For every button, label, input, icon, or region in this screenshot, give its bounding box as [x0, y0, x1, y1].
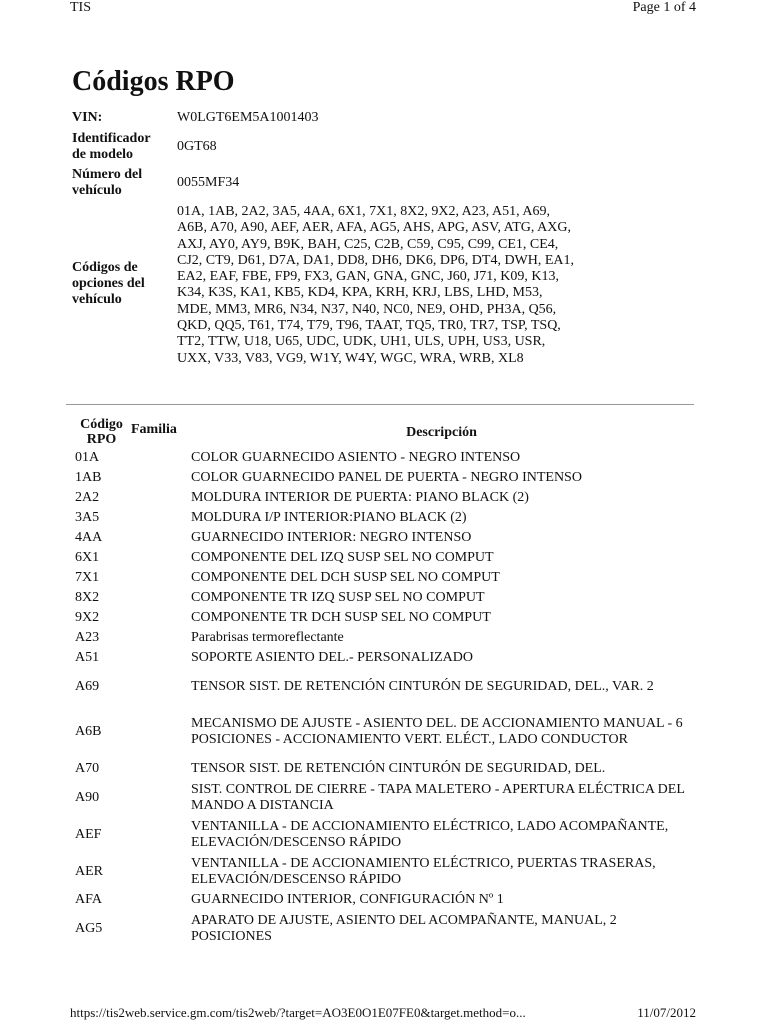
vin-row: [72, 107, 672, 129]
table-row: [72, 910, 692, 947]
rpo-description: COMPONENTE DEL DCH SUSP SEL NO COMPUT: [191, 570, 500, 585]
vehicle-number-value: 0055MF34: [177, 174, 240, 190]
rpo-code: AG5: [75, 920, 103, 936]
rpo-code: 01A: [75, 450, 100, 465]
rpo-description: COMPONENTE TR IZQ SUSP SEL NO COMPUT: [191, 590, 485, 605]
rpo-code: A70: [75, 761, 100, 776]
table-header-row: [72, 416, 692, 448]
rpo-code: 2A2: [75, 490, 100, 505]
table-row: [72, 568, 692, 588]
rpo-code: 6X1: [75, 550, 100, 565]
model-id-label: [72, 129, 177, 165]
option-codes-label-line2: opciones del: [72, 276, 145, 292]
table-row: [72, 588, 692, 608]
table-row: [72, 468, 692, 488]
option-codes-label: [72, 201, 177, 368]
option-codes-label-line1: Códigos de: [72, 260, 138, 276]
vehicle-info-table: [72, 107, 672, 368]
page-number: Page 1 of 4: [632, 0, 696, 15]
column-header-description: Descripción: [406, 424, 477, 440]
vehicle-number-label-line2: vehículo: [72, 183, 122, 198]
rpo-description: GUARNECIDO INTERIOR: NEGRO INTENSO: [191, 530, 472, 545]
rpo-description: Parabrisas termoreflectante: [191, 630, 344, 645]
model-id-value: 0GT68: [177, 138, 217, 154]
rpo-codes-table: [72, 416, 692, 947]
header-left-label: TIS: [70, 0, 91, 15]
table-row: [72, 648, 692, 668]
rpo-code: 8X2: [75, 590, 100, 605]
model-id-label-line1: Identificador: [72, 131, 151, 146]
table-row: [72, 488, 692, 508]
rpo-code: AFA: [75, 892, 102, 907]
table-row: [72, 853, 692, 890]
table-row: [72, 508, 692, 528]
table-row: [72, 548, 692, 568]
option-codes-list: 01A, 1AB, 2A2, 3A5, 4AA, 6X1, 7X1, 8X2, 9X2, A23, A51, A69, A6B, A70, A90, AEF, AER, AFA, AG5, AHS, APG, ASV, ATG, AXG, AXJ, AY0, AY9, B9K, BAH, C25, C2B, C59, C95, C99, CE1, CE4, CJ2, CT9, D61, D7A, DA1, DD8, DH6, DK6, DP6, DT4, DWH, EA1, EA2, EAF, FBE, FP9, FX3, GAN, GNA, GNC, J60, J71, K09, K13, K34, K3S, KA1, KB5, KD4, KPA, KRH, KRJ, LBS, LHD, M53, MDE, MM3, MR6, N34, N37, N40, NC0, NE9, OHD, PH3A, Q56, QKD, QQ5, T61, T74, T79, T96, TAAT, TQ5, TR0, TR7, TSP, TSQ, TT2, TTW, U18, U65, UDC, UDK, UH1, ULS, UPH, US3, USR, UXX, V33, V83, VG9, W1Y, W4Y, WGC, WRA, WRB, XL8: [177, 204, 575, 366]
vin-label: VIN:: [72, 110, 103, 125]
rpo-code: 4AA: [75, 530, 103, 545]
rpo-description: SIST. CONTROL DE CIERRE - TAPA MALETERO - APERTURA ELÉCTRICA DEL MANDO A DISTANCIA: [191, 781, 685, 813]
table-row: [72, 628, 692, 648]
rpo-code: AEF: [75, 826, 102, 842]
footer-date: 11/07/2012: [637, 1005, 696, 1020]
rpo-description: APARATO DE AJUSTE, ASIENTO DEL ACOMPAÑANTE, MANUAL, 2 POSICIONES: [191, 912, 617, 944]
table-row: [72, 816, 692, 853]
table-row: [72, 779, 692, 816]
section-divider: [66, 404, 694, 405]
table-row: [72, 890, 692, 910]
column-header-rpo-code-line1: Código: [80, 417, 123, 432]
vehicle-number-row: [72, 165, 672, 201]
model-id-label-line2: de modelo: [72, 147, 134, 162]
table-row: [72, 528, 692, 548]
rpo-description: COMPONENTE DEL IZQ SUSP SEL NO COMPUT: [191, 550, 494, 565]
rpo-description: COMPONENTE TR DCH SUSP SEL NO COMPUT: [191, 610, 491, 625]
option-codes-row: [72, 201, 672, 368]
rpo-description: GUARNECIDO INTERIOR, CONFIGURACIÓN Nº 1: [191, 892, 504, 907]
rpo-description: COLOR GUARNECIDO PANEL DE PUERTA - NEGRO INTENSO: [191, 470, 582, 485]
column-header-family: Familia: [131, 422, 177, 437]
rpo-description: MECANISMO DE AJUSTE - ASIENTO DEL. DE ACCIONAMIENTO MANUAL - 6 POSICIONES - ACCIONAMIENTO VERT. ELÉCT., LADO CONDUCTOR: [191, 716, 683, 747]
rpo-code: A6B: [75, 724, 102, 739]
rpo-description: TENSOR SIST. DE RETENCIÓN CINTURÓN DE SEGURIDAD, DEL.: [191, 761, 606, 776]
page-title: Códigos RPO: [72, 66, 235, 97]
rpo-code: A69: [75, 678, 100, 694]
rpo-description: MOLDURA INTERIOR DE PUERTA: PIANO BLACK (2): [191, 490, 529, 505]
rpo-description: TENSOR SIST. DE RETENCIÓN CINTURÓN DE SEGURIDAD, DEL., VAR. 2: [191, 678, 654, 694]
rpo-description: MOLDURA I/P INTERIOR:PIANO BLACK (2): [191, 510, 467, 525]
rpo-code: A51: [75, 650, 100, 665]
rpo-code: 3A5: [75, 510, 100, 525]
rpo-code: AER: [75, 863, 103, 879]
vin-value: W0LGT6EM5A1001403: [177, 109, 319, 125]
footer-url: https://tis2web.service.gm.com/tis2web/?target=AO3E0O1E07FE0&target.method=o...: [70, 1005, 526, 1020]
rpo-description: COLOR GUARNECIDO ASIENTO - NEGRO INTENSO: [191, 450, 521, 465]
vehicle-number-label: [72, 165, 177, 201]
column-header-rpo-code-line2: RPO: [86, 432, 117, 447]
table-row: [72, 705, 692, 759]
rpo-code: 9X2: [75, 610, 100, 625]
table-row: [72, 668, 692, 705]
rpo-code: A90: [75, 789, 100, 805]
rpo-description: VENTANILLA - DE ACCIONAMIENTO ELÉCTRICO, LADO ACOMPAÑANTE, ELEVACIÓN/DESCENSO RÁPIDO: [191, 818, 669, 850]
rpo-code: 7X1: [75, 570, 100, 585]
table-row: [72, 759, 692, 779]
table-row: [72, 608, 692, 628]
rpo-description: SOPORTE ASIENTO DEL.- PERSONALIZADO: [191, 650, 474, 665]
column-header-rpo-code: [72, 416, 131, 448]
vehicle-number-label-line1: Número del: [72, 167, 143, 182]
table-row: [72, 448, 692, 468]
option-codes-label-line3: vehículo: [72, 292, 122, 308]
rpo-description: VENTANILLA - DE ACCIONAMIENTO ELÉCTRICO, PUERTAS TRASERAS, ELEVACIÓN/DESCENSO RÁPIDO: [191, 855, 656, 887]
rpo-code: 1AB: [75, 470, 102, 485]
rpo-code: A23: [75, 630, 100, 645]
model-id-row: [72, 129, 672, 165]
